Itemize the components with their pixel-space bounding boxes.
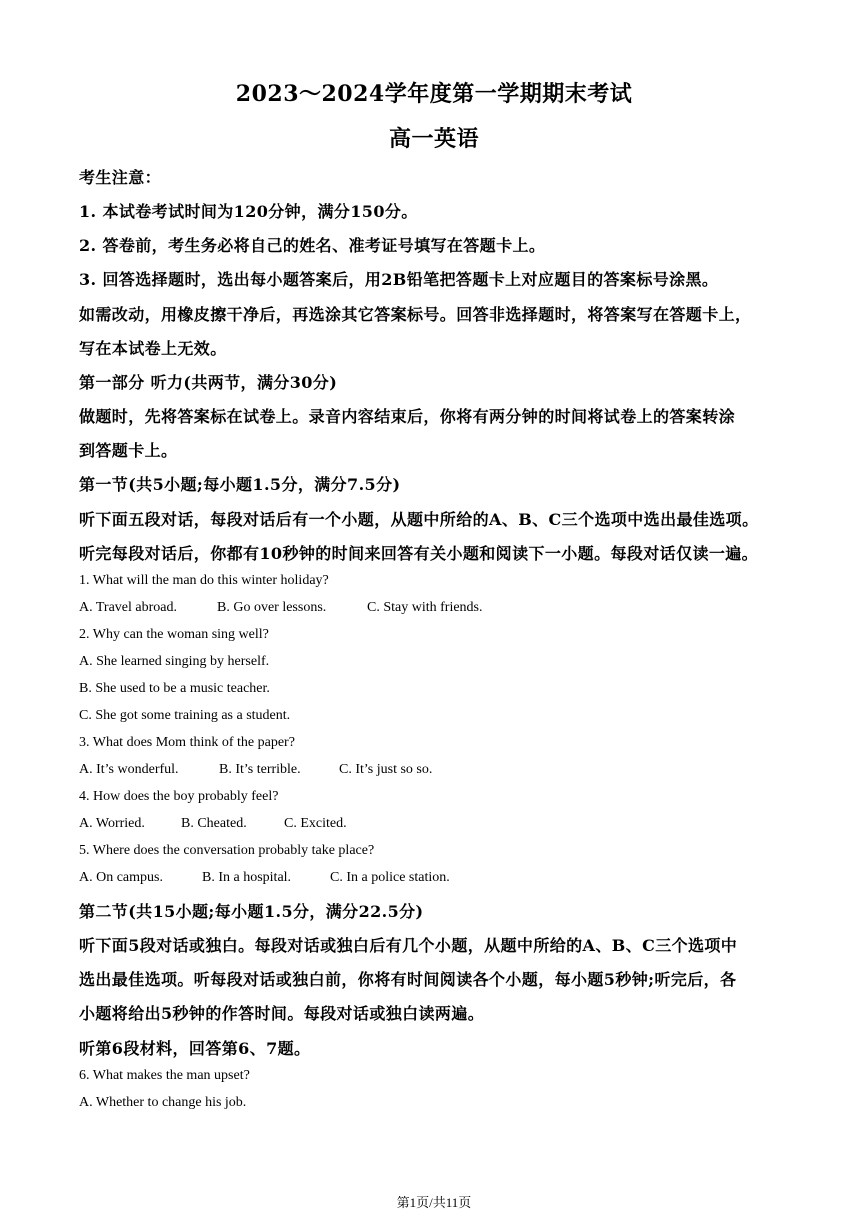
section1-instruction-2: 听完每段对话后，你都有10秒钟的时间来回答有关小题和阅读下一小题。每段对话仅读一遍。	[79, 544, 759, 563]
section2-instruction-1: 听下面5段对话或独白。每段对话或独白后有几个小题，从题中所给的A、B、C三个选项中	[79, 936, 738, 955]
question-4-stem: 4. How does the boy probably feel?	[79, 789, 279, 804]
section1-instruction-1: 听下面五段对话，每段对话后有一个小题，从题中所给的A、B、C三个选项中选出最佳选项。	[79, 510, 759, 529]
notice-item-3-end: 写在本试卷上无效。	[79, 339, 227, 358]
option-c: C. It’s just so so.	[339, 762, 433, 777]
question-3-options	[79, 762, 432, 778]
section2-instruction-2: 选出最佳选项。听每段对话或独白前，你将有时间阅读各个小题，每小题5秒钟;听完后，各	[79, 970, 737, 989]
section2-heading: 第二节(共15小题;每小题1.5分，满分22.5分)	[79, 902, 424, 921]
question-2-option-b: B. She used to be a music teacher.	[79, 681, 270, 696]
option-b: B. It’s terrible.	[219, 762, 301, 777]
option-a: A. It’s wonderful.	[79, 762, 179, 777]
section1-heading: 第一节(共5小题;每小题1.5分，满分7.5分)	[79, 475, 401, 494]
option-b: B. Cheated.	[181, 816, 247, 831]
option-c: C. Excited.	[284, 816, 347, 831]
question-5-stem: 5. Where does the conversation probably take place?	[79, 843, 375, 858]
option-a: A. On campus.	[79, 870, 163, 885]
exam-subject: 高一英语	[388, 126, 479, 152]
notice-heading: 考生注意：	[79, 168, 162, 187]
option-c: C. In a police station.	[330, 870, 450, 885]
question-2-stem: 2. Why can the woman sing well?	[79, 627, 269, 642]
question-5-options	[79, 870, 450, 886]
exam-title: 2023～2024学年度第一学期期末考试	[235, 81, 633, 107]
notice-item-3-cont: 如需改动，用橡皮擦干净后，再选涂其它答案标号。回答非选择题时，将答案写在答题卡上，	[79, 305, 752, 324]
notice-item-2: 2. 答卷前，考生务必将自己的姓名、准考证号填写在答题卡上。	[79, 236, 546, 255]
question-2-option-c: C. She got some training as a student.	[79, 708, 291, 723]
question-1-stem: 1. What will the man do this winter holiday?	[79, 573, 329, 588]
question-1-options	[79, 600, 483, 616]
part1-instruction-2: 到答题卡上。	[79, 441, 178, 460]
option-b: B. In a hospital.	[202, 870, 292, 885]
question-2-option-a: A. She learned singing by herself.	[79, 654, 270, 669]
page-number: 第1页/共11页	[396, 1195, 472, 1210]
option-b: B. Go over lessons.	[217, 600, 327, 615]
option-a: A. Worried.	[79, 816, 145, 831]
question-3-stem: 3. What does Mom think of the paper?	[79, 735, 295, 750]
part1-instruction-1: 做题时，先将答案标在试卷上。录音内容结束后，你将有两分钟的时间将试卷上的答案转涂	[79, 407, 736, 426]
option-c: C. Stay with friends.	[367, 600, 483, 615]
part1-heading: 第一部分 听力(共两节，满分30分)	[79, 373, 338, 392]
question-6-stem: 6. What makes the man upset?	[79, 1068, 250, 1083]
notice-item-1: 1. 本试卷考试时间为120分钟，满分150分。	[79, 202, 418, 221]
question-4-options	[79, 816, 347, 832]
section2-instruction-3: 小题将给出5秒钟的作答时间。每段对话或独白读两遍。	[79, 1004, 485, 1023]
notice-item-3: 3. 回答选择题时，选出每小题答案后，用2B铅笔把答题卡上对应题目的答案标号涂黑。	[79, 270, 719, 289]
option-a: A. Travel abroad.	[79, 600, 177, 615]
material-6-heading: 听第6段材料，回答第6、7题。	[79, 1039, 311, 1058]
question-6-option-a: A. Whether to change his job.	[79, 1095, 247, 1110]
